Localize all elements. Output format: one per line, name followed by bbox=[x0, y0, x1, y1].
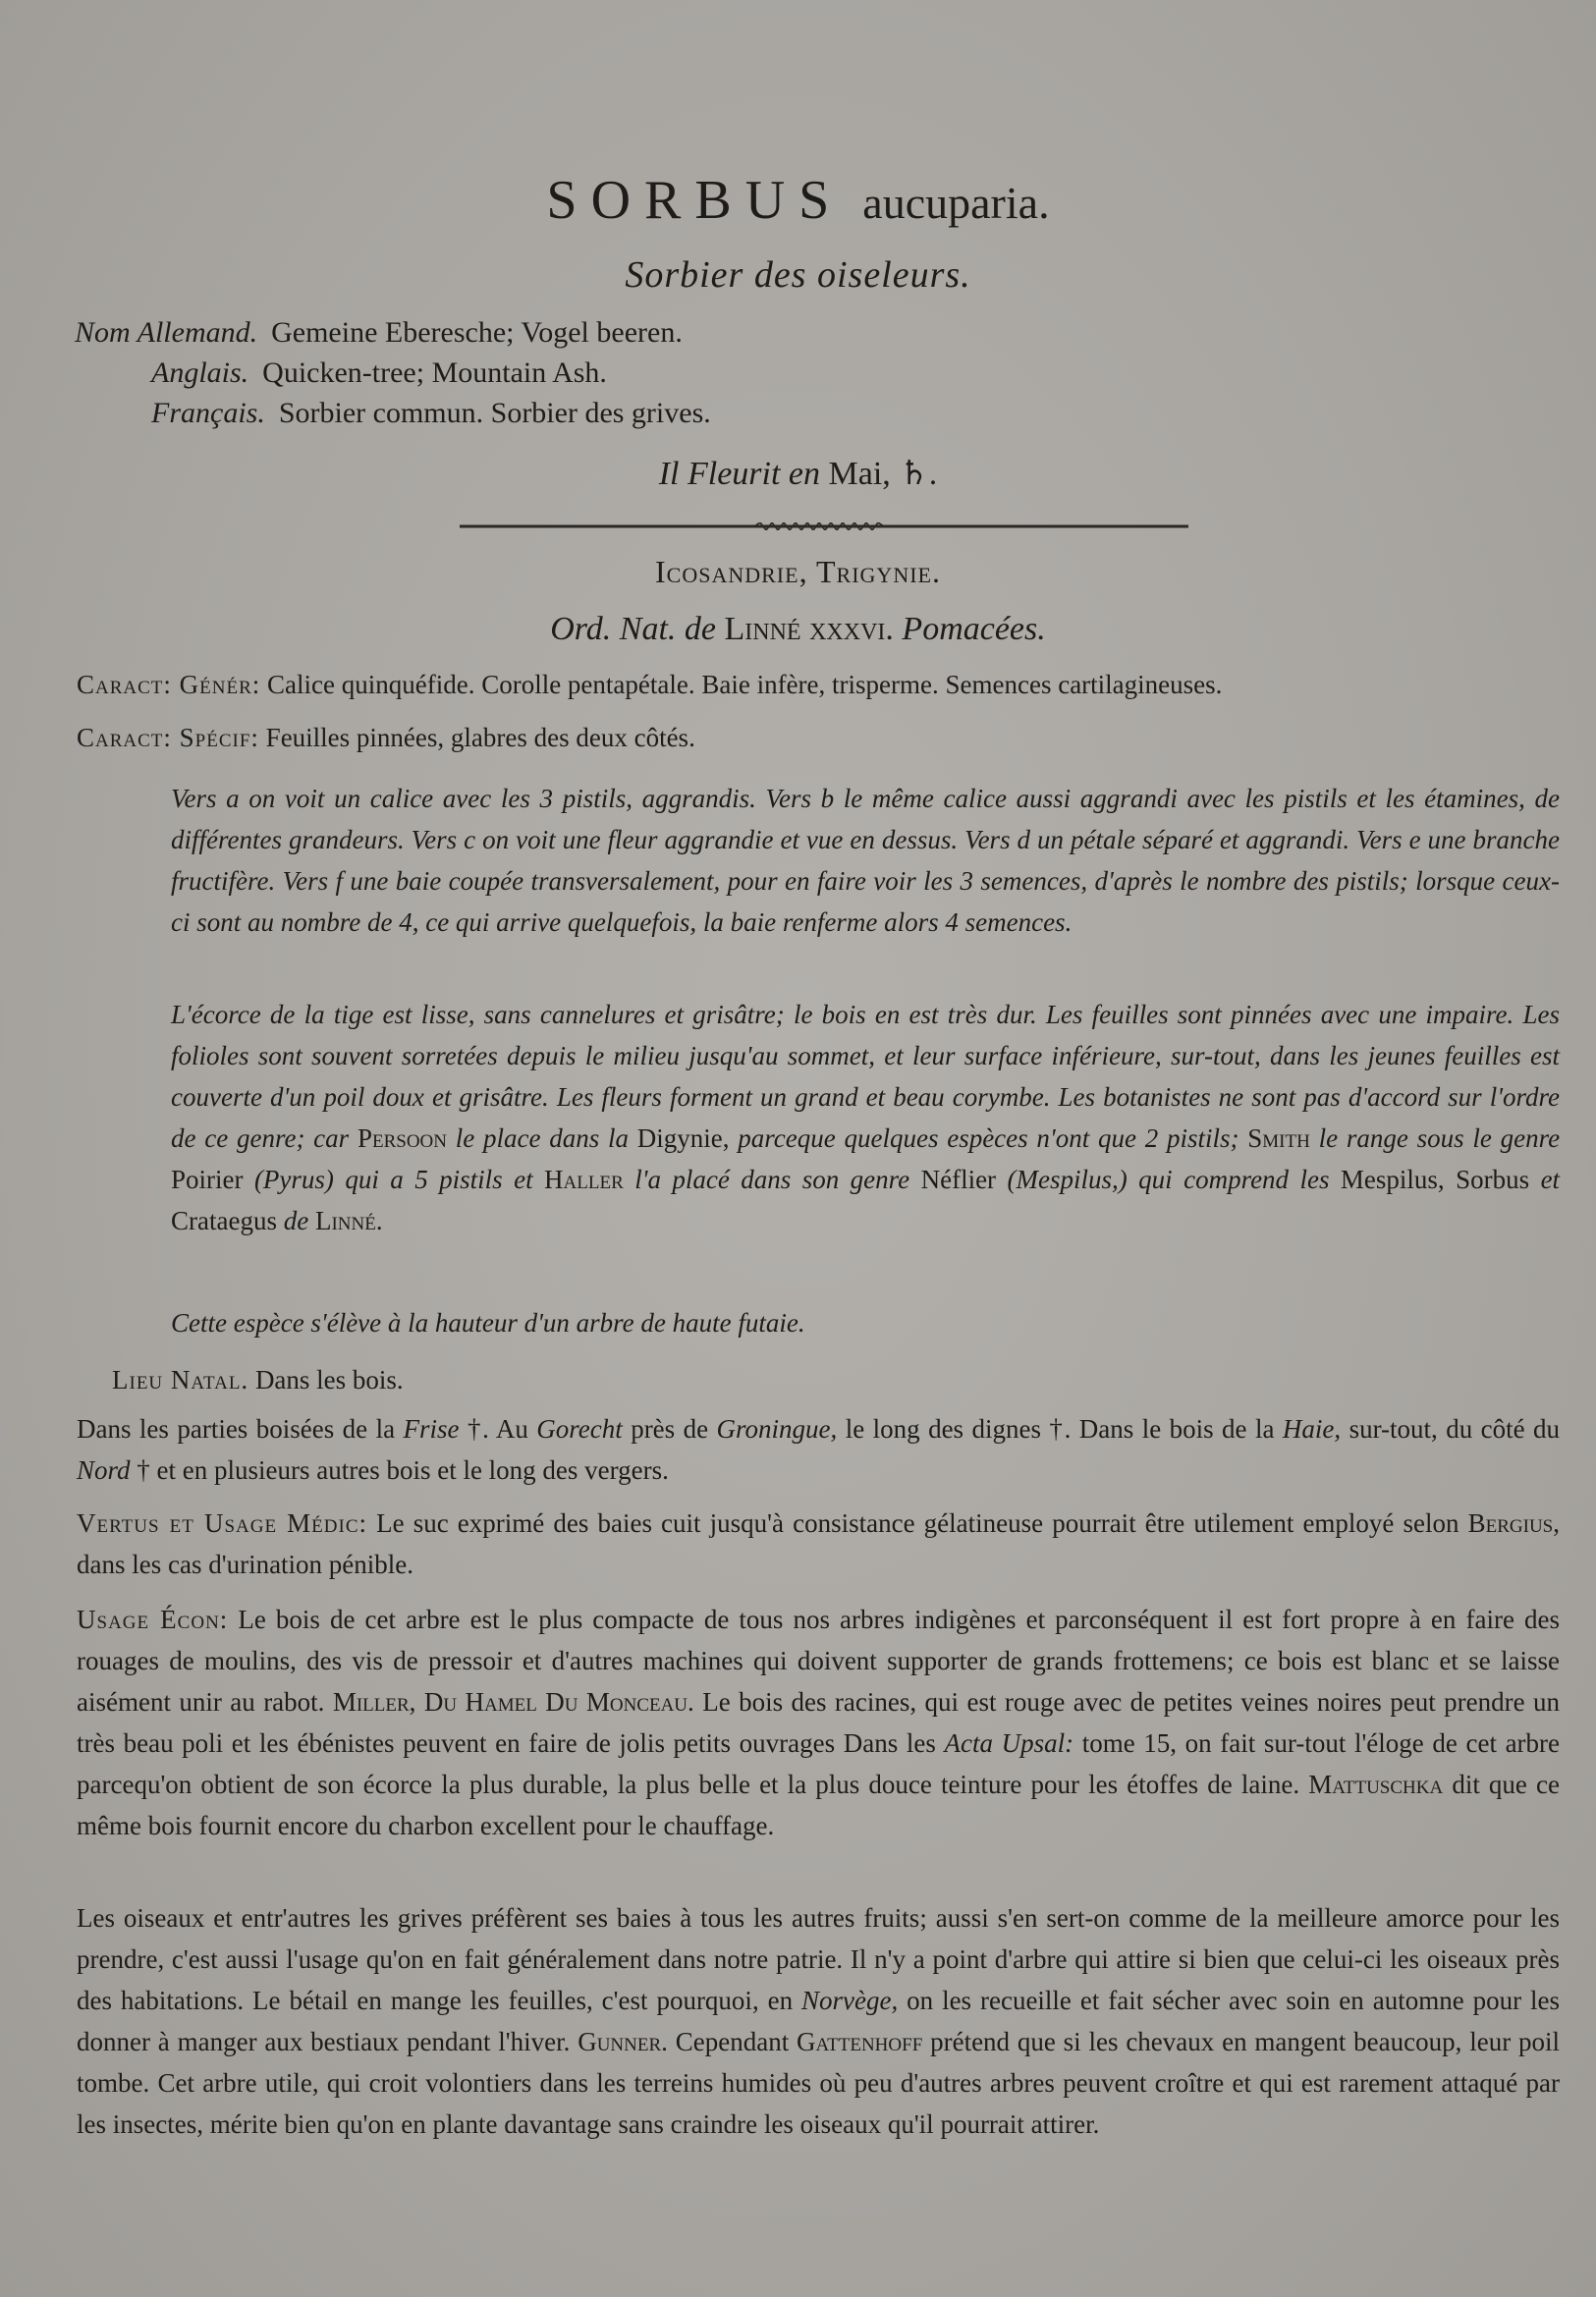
generic-characters-text: Calice quinquéfide. Corolle pentapétale. Baie infère, trisperme. Semences cartilagineuses. bbox=[267, 670, 1223, 699]
economic-uses-label: Usage Écon: bbox=[77, 1605, 229, 1634]
genus-crataegus: Crataegus bbox=[171, 1206, 277, 1235]
name-lang-label: Anglais. bbox=[151, 356, 249, 389]
generic-characters-label: Caract: Génér: bbox=[77, 670, 261, 699]
description-paragraph bbox=[77, 994, 1560, 1241]
medical-text: dans les cas d'urination pénible. bbox=[77, 1550, 414, 1579]
specific-characters-label: Caract: Spécif: bbox=[77, 723, 259, 752]
habitat-label: Lieu Natal. bbox=[112, 1365, 249, 1395]
order-author: Linné bbox=[724, 611, 801, 647]
desc-text: L'écorce de la tige est lisse, sans cannelures et grisâtre; le bois en est très dur. Les feuilles sont pinnées avec une impaire. Les folioles sont souvent sorretées depuis le milieu jusqu'au sommet, et leur surface inférieure, sur-tout, dans les jeunes feuilles est couverte d'un poil doux et grisâtre. Les fleurs forment un grand et beau corymbe. Les botanistes ne sont pas d'accord sur l'ordre de ce genre; car bbox=[171, 1000, 1560, 1153]
medical-uses bbox=[77, 1503, 1560, 1585]
flowering-prefix: Il Fleurit en bbox=[658, 456, 821, 492]
desc-text: de bbox=[283, 1206, 309, 1235]
economic-text: tome 15, on fait sur-tout l'éloge de cet arbre parcequ'on obtient de son écorce la plus durable, la plus belle et la plus douce teinture pour les étoffes de laine. bbox=[77, 1728, 1561, 1799]
place-frise: Frise bbox=[403, 1414, 460, 1444]
name-value: Quicken-tree; Mountain Ash. bbox=[262, 356, 607, 389]
author-mattuschka: Mattuschka bbox=[1308, 1770, 1444, 1799]
vernacular-names bbox=[75, 312, 711, 433]
locations-paragraph bbox=[77, 1408, 1560, 1491]
ornamental-rule bbox=[460, 522, 1188, 530]
place-gorecht: Gorecht bbox=[536, 1414, 623, 1444]
loc-text: le long des dignes †. Dans le bois de la bbox=[845, 1414, 1275, 1444]
desc-text: qui comprend les bbox=[1138, 1165, 1330, 1194]
habitat-text: Dans les bois. bbox=[254, 1365, 404, 1395]
specific-characters-text: Feuilles pinnées, glabres des deux côtés. bbox=[265, 723, 695, 752]
genus-neflier: Néflier bbox=[920, 1165, 997, 1194]
birds-text: prétend que si les chevaux en mangent beaucoup, leur poil tombe. Cet arbre utile, qui croit volontiers dans les terreins humides où peu d'autres arbres peuvent croître et qui est rarement attaqué par les insectes, mérite bien qu'on en plante davantage sans craindre les oiseaux qu'il pourrait attirer. bbox=[77, 2027, 1561, 2139]
page-title bbox=[0, 169, 1596, 232]
linnaean-class: Icosandrie, Trigynie. bbox=[655, 554, 941, 589]
birds-text: Les oiseaux et entr'autres les grives préfèrent ses baies à tous les autres fruits; aussi s'en sert-on comme de la meilleure amorce pour les prendre, c'est aussi l'usage qu'on en fait généralement dans notre patrie. Il n'y a point d'arbre qui attire si bien que celui-ci les oiseaux près des habitations. Le bétail en mange les feuilles, c'est pourquoi, en bbox=[77, 1903, 1560, 2015]
woody-plant-symbol: ♄. bbox=[899, 456, 938, 492]
birds-paragraph bbox=[77, 1897, 1560, 2145]
author-gunner: Gunner. bbox=[578, 2027, 668, 2056]
desc-text: le range sous le genre bbox=[1318, 1123, 1561, 1153]
economic-text: Le bois des racines, qui est rouge avec de petites veines noires peut prendre un très beau poli et les ébénistes peuvent en faire de jolis petits ouvrages Dans les bbox=[77, 1687, 1561, 1758]
order-family: Pomacées. bbox=[902, 611, 1046, 647]
desc-digynie: Digynie, bbox=[636, 1123, 730, 1153]
economic-uses bbox=[77, 1599, 1560, 1846]
loc-text: † et en plusieurs autres bois et le long des vergers. bbox=[137, 1455, 669, 1485]
author-bergius: Bergius, bbox=[1467, 1508, 1560, 1538]
author-persoon: Persoon bbox=[357, 1123, 447, 1153]
medical-text: Le suc exprimé des baies cuit jusqu'à consistance gélatineuse pourrait être utilement employé selon bbox=[376, 1508, 1459, 1538]
figure-explanation: Vers a on voit un calice avec les 3 pistils, aggrandis. Vers b le même calice aussi aggrandi avec les pistils et les étamines, de différentes grandeurs. Vers c on voit une fleur aggrandie et vue en dessus. Vers d un pétale séparé et aggrandi. Vers e une branche fructifère. Vers f une baie coupée transversalement, pour en faire voir les 3 semences, d'après le nombre des pistils; lorsque ceux-ci sont au nombre de 4, ce qui arrive quelquefois, la baie renferme alors 4 semences. bbox=[171, 784, 1560, 937]
loc-text: †. Au bbox=[467, 1414, 528, 1444]
natural-order bbox=[0, 611, 1596, 648]
place-nord: Nord bbox=[77, 1455, 131, 1485]
specific-characters bbox=[77, 717, 1560, 758]
name-value: Gemeine Eberesche; Vogel beeren. bbox=[271, 316, 683, 349]
flowering-line bbox=[0, 454, 1596, 493]
birds-text: Cependant bbox=[675, 2027, 790, 2056]
generic-characters bbox=[77, 664, 1560, 705]
habitat bbox=[77, 1359, 1560, 1400]
name-row-german bbox=[75, 312, 711, 353]
genus-pyrus: (Pyrus) bbox=[253, 1165, 334, 1194]
desc-text: parceque quelques espèces n'ont que 2 pistils; bbox=[738, 1123, 1239, 1153]
medical-uses-label: Vertus et Usage Médic: bbox=[77, 1508, 368, 1538]
place-groningue: Groningue, bbox=[716, 1414, 838, 1444]
author-smith: Smith bbox=[1247, 1123, 1310, 1153]
genera-list: Mespilus, Sorbus bbox=[1340, 1165, 1530, 1194]
name-value: Sorbier commun. Sorbier des grives. bbox=[278, 397, 711, 429]
name-row-french bbox=[75, 393, 711, 433]
order-prefix: Ord. Nat. de bbox=[550, 611, 716, 647]
loc-text: sur-tout, du côté du bbox=[1348, 1414, 1561, 1444]
birds-text: on les recueille et fait sécher avec soin en automne pour les donner à manger aux bestiaux pendant l'hiver. bbox=[77, 1986, 1560, 2056]
genus-mespilus: (Mespilus,) bbox=[1007, 1165, 1128, 1194]
place-haie: Haie, bbox=[1282, 1414, 1342, 1444]
order-number: xxxvi. bbox=[809, 611, 894, 647]
economic-text: dit que ce même bois fournit encore du charbon excellent pour le chauffage. bbox=[77, 1770, 1560, 1840]
author-haller: Haller bbox=[544, 1165, 624, 1194]
ref-acta-upsal: Acta Upsal: bbox=[944, 1728, 1074, 1758]
genus-poirier: Poirier bbox=[171, 1165, 244, 1194]
desc-text: et bbox=[1540, 1165, 1561, 1194]
loc-text: près de bbox=[631, 1414, 709, 1444]
common-name: Sorbier des oiseleurs. bbox=[625, 254, 971, 296]
genus-name: SORBUS bbox=[546, 170, 844, 231]
height-note: Cette espèce s'élève à la hauteur d'un arbre de haute futaie. bbox=[171, 1308, 805, 1338]
desc-text: l'a placé dans son genre bbox=[634, 1165, 910, 1194]
name-lang-label: Français. bbox=[151, 397, 265, 429]
desc-text: le place dans la bbox=[455, 1123, 629, 1153]
author-gattenhoff: Gattenhoff bbox=[797, 2027, 923, 2056]
species-name: aucuparia. bbox=[862, 178, 1050, 228]
economic-text: Le bois de cet arbre est le plus compacte de tous nos arbres indigènes et parconséquent il est fort propre à en faire des rouages de moulins, des vis de pressoir et d'autres machines qui doivent supporter de grands frottemens; ce bois est blanc et se laisse aisément unir au rabot. bbox=[77, 1605, 1560, 1717]
place-norvege: Norvège, bbox=[801, 1986, 899, 2015]
loc-text: Dans les parties boisées de la bbox=[77, 1414, 396, 1444]
name-lang-label: Nom Allemand. bbox=[75, 316, 258, 349]
desc-text: qui a 5 pistils et bbox=[345, 1165, 533, 1194]
author-linne: Linné. bbox=[314, 1206, 383, 1235]
flowering-month: Mai, bbox=[828, 456, 891, 492]
authors-miller-duhamel: Miller, Du Hamel Du Monceau. bbox=[332, 1687, 694, 1717]
name-row-english bbox=[75, 353, 711, 393]
